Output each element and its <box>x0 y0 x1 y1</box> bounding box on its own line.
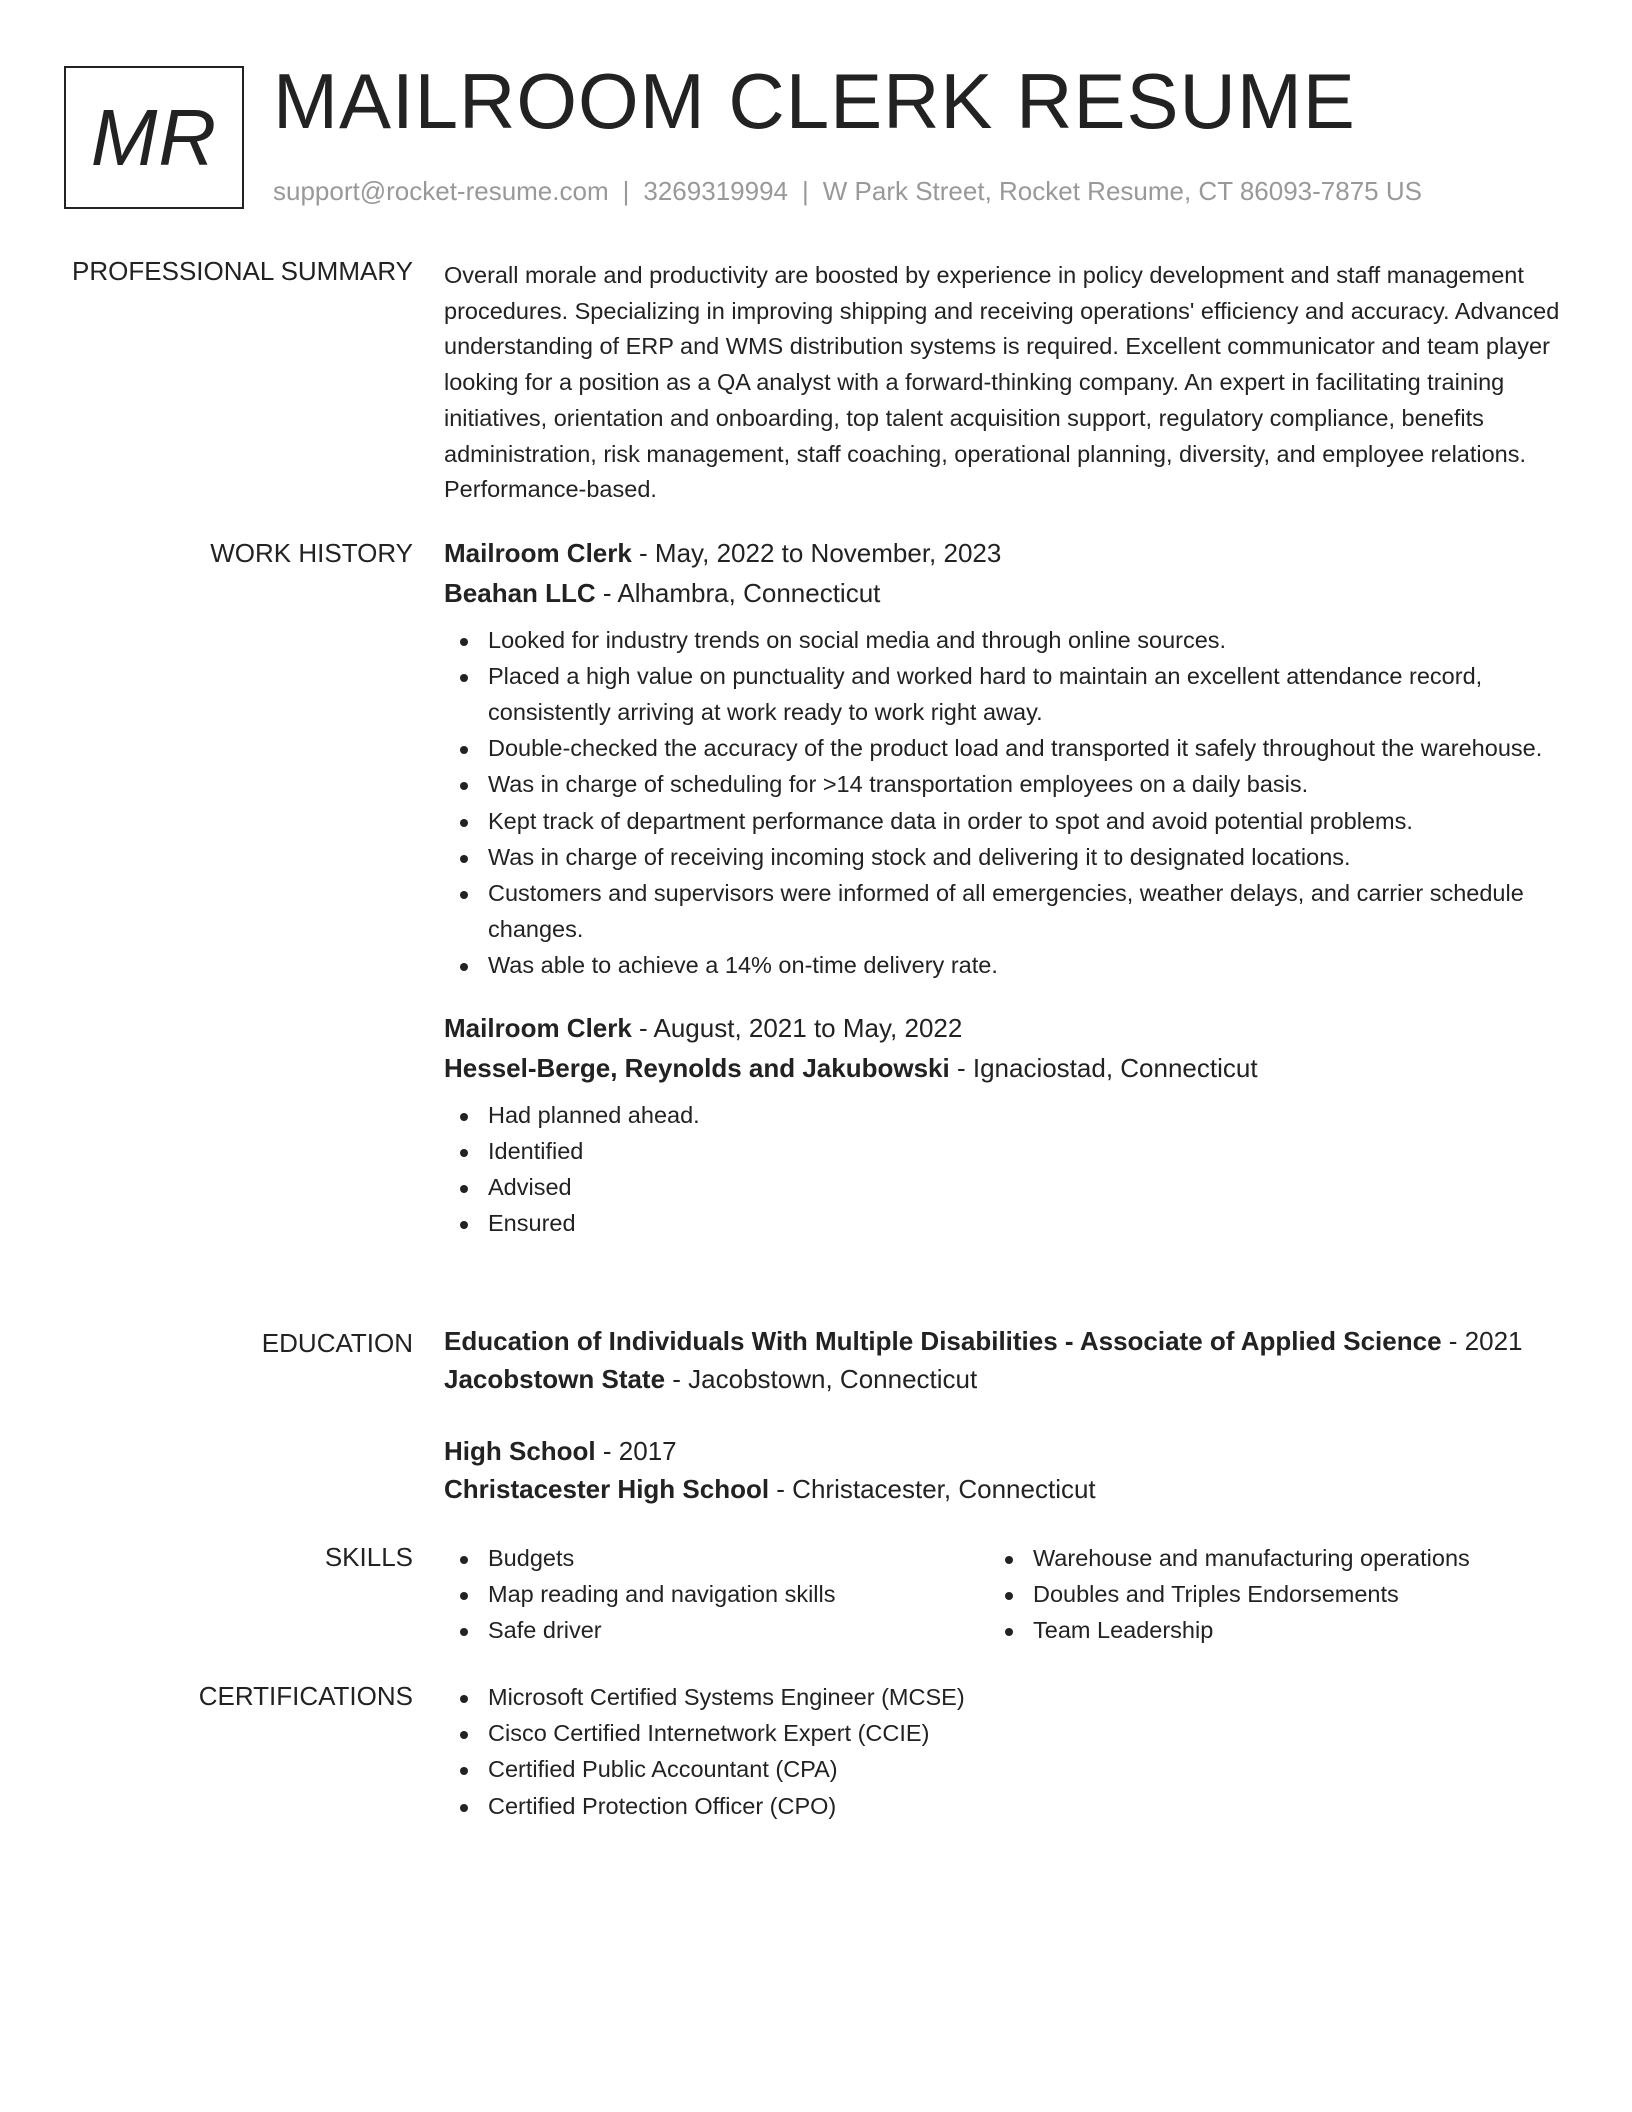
job-dates: - May, 2022 to November, 2023 <box>631 538 1002 568</box>
summary-label: PROFESSIONAL SUMMARY <box>72 256 413 286</box>
skill-item: Map reading and navigation skills <box>444 1577 989 1613</box>
skill-item: Budgets <box>444 1541 989 1577</box>
education-entry <box>444 1322 1560 1398</box>
work-history-body <box>444 533 1560 1242</box>
job-company: Hessel-Berge, Reynolds and Jakubowski <box>444 1052 950 1083</box>
skills-list-right <box>989 1541 1534 1650</box>
education-degree-line <box>444 1432 1560 1470</box>
certifications-label: CERTIFICATIONS <box>198 1681 413 1711</box>
education-year: - 2017 <box>595 1436 677 1466</box>
job-bullet: Looked for industry trends on social media and through online sources. <box>444 623 1560 659</box>
education-degree-line <box>444 1322 1560 1360</box>
monogram-box <box>64 66 244 209</box>
summary-text: Overall morale and productivity are boosted by experience in policy development and staff management procedures. Specializing in improving shipping and receiving operations' efficiency and accuracy. Advanced understanding of ERP and WMS distribution systems is required. Excellent communicator and team player looking for a position as a QA analyst with a forward-thinking company. An expert in facilitating training initiatives, orientation and onboarding, top talent acquisition support, regulatory compliance, benefits administration, risk management, staff coaching, operational planning, diversity, and employee relations. Performance-based. <box>444 262 1560 503</box>
skill-item: Warehouse and manufacturing operations <box>989 1541 1534 1577</box>
contact-email: support@rocket-resume.com <box>273 176 609 206</box>
job-bullet: Identified <box>444 1134 1560 1170</box>
job-bullets <box>444 1098 1560 1242</box>
job-title: Mailroom Clerk <box>444 1012 632 1043</box>
skills-label: SKILLS <box>324 1542 413 1572</box>
education-school-line <box>444 1360 1560 1398</box>
job-bullet: Double-checked the accuracy of the product load and transported it safely throughout the warehouse. <box>444 731 1560 767</box>
job-company: Beahan LLC <box>444 578 596 608</box>
skill-item: Team Leadership <box>989 1613 1534 1649</box>
job-bullet: Ensured <box>444 1206 1560 1242</box>
education-year: - 2021 <box>1441 1326 1523 1356</box>
job-location: - Alhambra, Connecticut <box>595 578 881 608</box>
contact-line <box>273 176 1422 207</box>
skills-list-left <box>444 1541 989 1650</box>
job-title-line <box>444 533 1560 573</box>
education-degree: Education of Individuals With Multiple Disabilities - Associate of Applied Science <box>444 1326 1442 1356</box>
certifications-body <box>444 1680 1560 1825</box>
contact-separator: | <box>802 176 809 206</box>
job-bullet: Kept track of department performance data in order to spot and avoid potential problems. <box>444 804 1560 840</box>
monogram-initials: MR <box>90 92 218 182</box>
job-bullet: Was in charge of receiving incoming stock and delivering it to designated locations. <box>444 840 1560 876</box>
skills-body <box>444 1541 1560 1650</box>
contact-separator: | <box>622 176 630 206</box>
job-location: - Ignaciostad, Connecticut <box>949 1052 1258 1083</box>
job-company-line <box>444 573 1560 613</box>
certification-item: Cisco Certified Internetwork Expert (CCIE) <box>444 1716 1560 1752</box>
certification-item: Microsoft Certified Systems Engineer (MCSE) <box>444 1680 1560 1716</box>
contact-address: W Park Street, Rocket Resume, CT 86093-7875 US <box>822 176 1422 206</box>
certification-item: Certified Public Accountant (CPA) <box>444 1752 1560 1788</box>
education-school: Christacester High School <box>444 1474 770 1504</box>
skill-item: Safe driver <box>444 1613 989 1649</box>
job-bullet: Was in charge of scheduling for >14 transportation employees on a daily basis. <box>444 767 1560 803</box>
education-location: - Christacester, Connecticut <box>769 1474 1096 1504</box>
skill-item: Doubles and Triples Endorsements <box>989 1577 1534 1613</box>
job-bullet: Was able to achieve a 14% on-time delivery rate. <box>444 948 1560 984</box>
job-company-line <box>444 1048 1560 1088</box>
job-title: Mailroom Clerk <box>444 538 632 568</box>
work-history-label: WORK HISTORY <box>210 538 413 568</box>
education-label: EDUCATION <box>261 1328 413 1358</box>
job-title-line <box>444 1008 1560 1048</box>
job-bullet: Customers and supervisors were informed of all emergencies, weather delays, and carrier schedule changes. <box>444 876 1560 947</box>
certification-item: Certified Protection Officer (CPO) <box>444 1789 1560 1825</box>
job-bullets <box>444 623 1560 984</box>
job-bullet: Advised <box>444 1170 1560 1206</box>
education-entry <box>444 1432 1560 1508</box>
job-dates: - August, 2021 to May, 2022 <box>631 1012 963 1043</box>
resume-title: MAILROOM CLERK RESUME <box>273 57 1356 145</box>
education-school-line <box>444 1470 1560 1508</box>
job-bullet: Had planned ahead. <box>444 1098 1560 1134</box>
education-location: - Jacobstown, Connecticut <box>665 1364 978 1394</box>
job-entry <box>444 1008 1560 1242</box>
job-bullet: Placed a high value on punctuality and worked hard to maintain an excellent attendance record, consistently arriving at work ready to work right away. <box>444 659 1560 730</box>
education-body <box>444 1322 1560 1508</box>
job-entry <box>444 533 1560 984</box>
contact-phone: 3269319994 <box>643 176 788 206</box>
certifications-list <box>444 1680 1560 1824</box>
education-degree: High School <box>444 1436 596 1466</box>
education-school: Jacobstown State <box>444 1364 666 1394</box>
